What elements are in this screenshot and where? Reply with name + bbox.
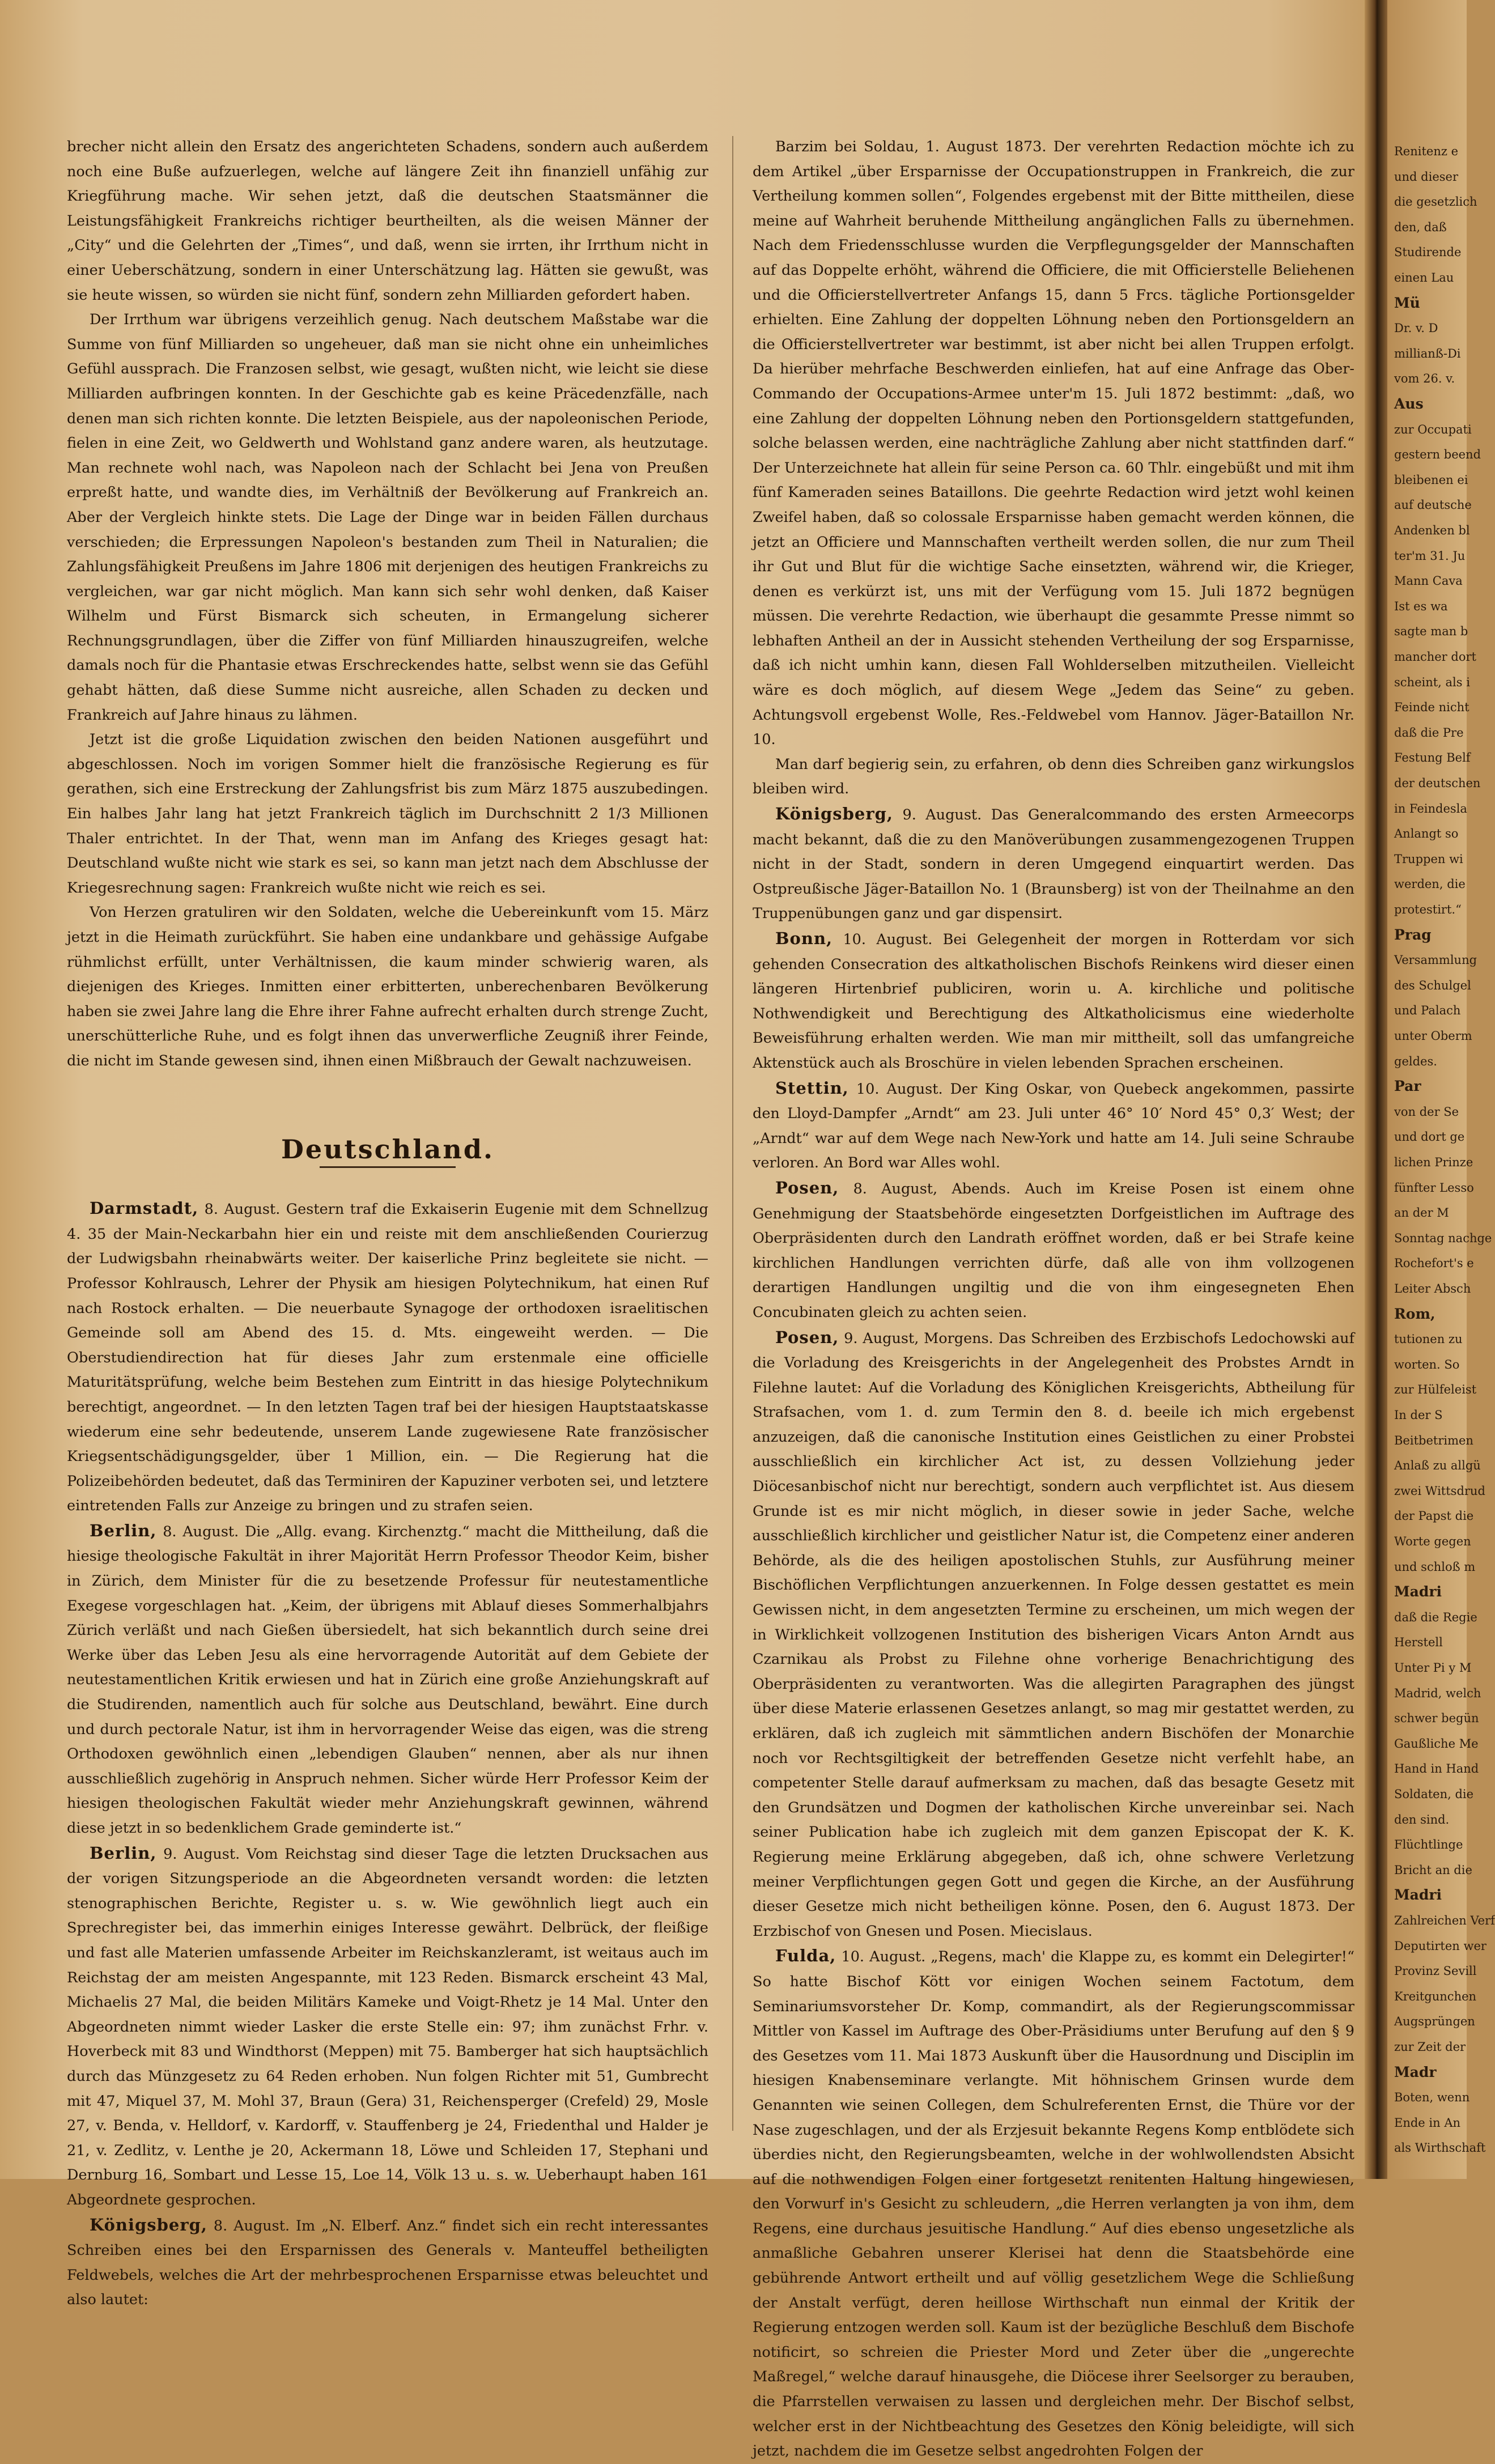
cropped-text-fragment: Madri xyxy=(1394,1887,1442,1904)
news-item-berlin xyxy=(67,1519,708,1841)
cropped-text-fragment: und dieser xyxy=(1394,169,1458,184)
dateline: Posen, xyxy=(775,1178,839,1197)
news-item-bonn xyxy=(753,927,1354,1076)
cropped-text-fragment: mancher dort xyxy=(1394,650,1476,664)
cropped-text-fragment: den sind. xyxy=(1394,1812,1450,1826)
cropped-text-fragment: Kreitgunchen xyxy=(1394,1989,1477,2003)
cropped-text-fragment: Festung Belf xyxy=(1394,751,1471,765)
cropped-text-fragment: Zahlreichen Verf xyxy=(1394,1914,1495,1927)
cropped-text-fragment: ter'm 31. Ju xyxy=(1394,549,1466,563)
cropped-text-fragment: Herstell xyxy=(1394,1635,1443,1650)
news-text: 9. August, Morgens. Das Schreiben des Erzbischofs Ledochowski auf die Vorladung des Kreisgerichts in der Angelegenheit des Probstes Arndt in Filehne lautet: Auf die Vorladung des Königlichen Kreisgerichts, Abtheilung für Strafsachen, vom 1. d. zum Termin den 8. d. beeile ich mich ergebenst anzuzeigen, daß die canonische Institution eines Geistlichen zu einer Probstei ausschließlich ein kirchlicher Act ist, zu dessen Vollziehung jeder Diöcesanbischof nicht nur berechtigt, sondern auch verpflichtet ist. Aus diesem Grunde ist es mir nicht möglich, in dieser sowie in jeder Sache, welche ausschließlich kirchlicher und geistlicher Natur ist, die Competenz einer anderen Behörde, als die des heiligen apostolischen Stuhls, zur Ausführung meiner Bischöflichen Verpflichtungen anzuerkennen. In Folge dessen gestattet es mein Gewissen nicht, in dem angesetzten Termine zu erscheinen, um mich wegen der in Wirklichkeit vollzogenen Institution des bisherigen Vicars Anton Arndt aus Czarnikau als Probst zu Filehne ohne vorherige Benachrichtigung des Oberpräsidenten zu verantworten. Was die allegirten Paragraphen des jüngst über diese Materie erlassenen Gesetzes anlangt, so mag mir gestattet werden, zu erklären, daß ich zugleich mit sämmtlichen andern Bischöfen der Monarchie noch vor Rechtsgiltigkeit der betreffenden Gesetze nicht verfehlt habe, an competenter Stelle darauf aufmerksam zu machen, daß das besagte Gesetz mit den Grundsätzen und Dogmen der katholischen Kirche unvereinbar sei. Nach seiner Publication habe ich zugleich mit dem ganzen Episcopat der K. K. Regierung meine Erklärung abgegeben, daß ich, ohne schwere Verletzung meiner Verpflichtungen gegen Gott und gegen die Kirche, an der Ausführung dieser Gesetze mich nicht betheiligen könne. Posen, den 6. August 1873. Der Erzbischof von Gnesen und Posen. Miecislaus. xyxy=(753,1329,1355,1940)
dateline: Fulda, xyxy=(775,1946,836,1966)
paragraph: brecher nicht allein den Ersatz des angerichteten Schadens, sondern auch außerdem noch eine Buße aufzuerlegen, welche auf längere Zeit ihn finanziell unfähig zur Kriegführung mache. Wir sehen jetzt, daß die deutschen Staatsmänner die Leistungsfähigkeit Frankreichs richtiger beurtheilten, als die weisen Männer der „City“ und die Gelehrten der „Times“, und daß, wenn sie irrten, ihr Irrthum nicht in einer Ueberschätzung, sondern in einer Unterschätzung lag. Hätten sie gewußt, was sie heute wissen, so würden sie nicht fünf, sondern zehn Milliarden gefordert haben. xyxy=(67,138,708,304)
news-item-posen xyxy=(753,1326,1354,1944)
dateline: Darmstadt, xyxy=(90,1199,199,1218)
dateline: Königsberg, xyxy=(775,804,893,824)
dateline: Berlin, xyxy=(90,1520,157,1540)
cropped-text-fragment: Aus xyxy=(1394,396,1424,412)
cropped-text-fragment: von der Se xyxy=(1394,1104,1459,1119)
cropped-text-fragment: Sonntag nachge xyxy=(1394,1231,1492,1245)
left-column xyxy=(67,135,708,2313)
cropped-text-fragment: daß die Regie xyxy=(1394,1610,1477,1624)
paragraph: Von Herzen gratuliren wir den Soldaten, welche die Uebereinkunft vom 15. März jetzt in die Heimath zurückführt. Sie haben eine undankbare und gehässige Aufgabe rühmlichst erfüllt, unter Verhältnissen, die kaum minder schwierig waren, als diejenigen des Krieges. Inmitten einer erbitterten, unberechenbaren Bevölkerung haben sie zwei Jahre lang die Ehre ihrer Fahne aufrecht erhalten durch strenge Zucht, unerschütterliche Ruhe, und es folgt ihnen das unverwerfliche Zeugniß ihrer Feinde, die nicht im Stande gewesen sind, ihnen einen Mißbrauch der Gewalt nachzuweisen. xyxy=(67,904,708,1069)
cropped-text-fragment: als Wirthschaft xyxy=(1394,2141,1486,2155)
cropped-text-fragment: Flüchtlinge xyxy=(1394,1838,1463,1852)
cropped-text-fragment: Provinz Sevill xyxy=(1394,1964,1477,1978)
cropped-text-fragment: Hand in Hand xyxy=(1394,1762,1479,1776)
news-text: 8. August, Abends. Auch im Kreise Posen ist einem ohne Genehmigung der Staatsbehörde eingesetzten Dorfgeistlichen im Auftrage des Oberpräsidenten durch den Landrath eröffnet worden, daß er bei Strafe keine kirchlichen Handlungen verrichten dürfe, daß alle von ihm vollzogenen derartigen Handlungen ungiltig und die von ihm eingesegneten Ehen Concubinaten gleich zu achten seien. xyxy=(753,1180,1354,1321)
cropped-text-fragment: und Palach xyxy=(1394,1004,1461,1018)
news-item-fulda xyxy=(753,1944,1354,2463)
cropped-text-fragment: Dr. v. D xyxy=(1394,321,1438,335)
cropped-text-fragment: Soldaten, die xyxy=(1394,1787,1474,1801)
cropped-text-fragment: geldes. xyxy=(1394,1054,1437,1068)
cropped-text-fragment: vom 26. v. xyxy=(1394,372,1455,386)
cropped-text-fragment: einen Lau xyxy=(1394,271,1454,284)
news-text: 8. August. Die „Allg. evang. Kirchenztg.“ macht die Mittheilung, daß die hiesige theologische Fakultät in ihrer Majorität Herrn Professor Theodor Keim, bisher in Zürich, dem Minister für die zu besetzende Professur für neutestamentliche Exegese vorgeschlagen hat. „Keim, der übrigens mit Ablauf dieses Sommerhalbjahrs Zürich verläßt und nach Gießen übersiedelt, hat sich bekanntlich durch seine drei Werke über das Leben Jesu als eine hervorragende Autorität auf dem Gebiete der neutestamentlichen Kritik erwiesen und hat in Zürich eine große Anziehungskraft auf die Studirenden, namentlich auch für solche aus Deutschland, bewährt. Eine durch und durch pectorale Natur, ist ihm in hervorragender Weise das eigen, was die streng Orthodoxen gewöhnlich einen „lebendigen Glauben“ nennen, aber als nur ihnen ausschließlich zugehörig in Anspruch nehmen. Sicher würde Herr Professor Keim der hiesigen theologischen Fakultät wieder mehr Anziehungskraft gewinnen, während diese jetzt in so bedenklichem Grade geminderte ist.“ xyxy=(67,1523,708,1837)
cropped-text-fragment: in Feindesla xyxy=(1394,801,1467,815)
dateline: Bonn, xyxy=(775,929,833,948)
cropped-text-fragment: zwei Wittsdrud xyxy=(1394,1484,1485,1498)
news-text: 8. August. Gestern traf die Exkaiserin Eugenie mit dem Schnellzug 4. 35 der Main-Neckarbahn hier ein und reiste mit dem anschließenden Courierzug der Ludwigsbahn rheinabwärts weiter. Der kaiserliche Prinz begleitete sie nicht. — Professor Kohlrausch, Lehrer der Physik am hiesigen Polytechnikum, hat einen Ruf nach Rostock erhalten. — Die neuerbaute Synagoge der orthodoxen israelitischen Gemeinde soll am Abend des 15. d. Mts. eingeweiht werden. — Die Oberstudiendirection hat für dieses Jahr zum erstenmale eine officielle Maturitätsprüfung, welche beim Bestehen zum Eintritt in das hiesige Polytechnikum berechtigt, angeordnet. — In den letzten Tagen traf bei der hiesigen Hauptstaatskasse wiederum eine sehr bedeutende, unserem Lande zugewiesene Rate französischer Kriegsentschädigungsgelder, über 1 Million, ein. — Die Regierung hat die Polizeibehörden bedeutet, daß das Terminiren der Kapuziner verboten sei, und letztere eintretenden Falls zur Anzeige zu bringen und zu strafen seien. xyxy=(67,1201,709,1515)
cropped-text-fragment: zur Zeit der xyxy=(1394,2040,1466,2054)
right-column xyxy=(753,135,1354,2464)
adjacent-page-edge xyxy=(1387,0,1495,2179)
cropped-text-fragment: Andenken bl xyxy=(1394,524,1470,537)
cropped-text-fragment: Ende in An xyxy=(1394,2115,1461,2130)
letter-text: Barzim bei Soldau, 1. August 1873. Der verehrten Redaction möchte ich zu dem Artikel „über Ersparnisse der Occupationstruppen in Frankreich, die zur Vertheilung kommen sollen“, Folgendes ergebenst mit der Bitte mittheilen, diese meine auf Wahrheit beruhende Mittheilung angänglichen Falls zu übernehmen. Nach dem Friedensschlusse wurden die Verpflegungsgelder der Mannschaften auf das Doppelte erhöht, während die Officiere, die mit Officierstelle Beliehenen und die Officierstellvertreter Anfangs 15, dann 5 Frcs. tägliche Portionsgelder erhielten. Eine Zahlung der doppelten Löhnung neben den Portionsgeldern an die Officierstellvertreter war bestimmt, ist aber nicht bei allen Truppen erfolgt. Da hierüber mehrfache Beschwerden einliefen, hat auf eine Anfrage das Ober-Commando der Occupations-Armee unter'm 15. Juli 1872 bestimmt: „daß, wo eine Zahlung der doppelten Löhnung neben den Portionsgeldern stattgefunden, solche belassen werden, eine nachträgliche Zahlung aber nicht stattfinden darf.“ Der Unterzeichnete hat allein für seine Person ca. 60 Thlr. eingebüßt und mit ihm fünf Kameraden seines Bataillons. Die geehrte Redaction wird jetzt wohl keinen Zweifel haben, daß so colossale Ersparnisse haben gemacht werden können, die jetzt an Officiere und Mannschaften vertheilt werden sollen, die nur zum Theil ihr Gut und Blut für die wichtige Sache einsetzten, während wir, die Krieger, denen es verkürzt ist, uns mit der Verfügung vom 15. Juli 1872 begnügen müssen. Die verehrte Redaction, wie überhaupt die gesammte Presse nimmt so lebhaften Antheil an der in Aussicht stehenden Vertheilung der sog Ersparnisse, daß ich nicht umhin kann, diesen Fall Wohlderselben mitzutheilen. Vielleicht wäre es doch möglich, auf diesem Wege „Jedem das Seine“ zu geben. Achtungsvoll ergebenst Wolle, Res.-Feldwebel vom Hannov. Jäger-Bataillon Nr. 10. xyxy=(753,138,1354,749)
cropped-text-fragment: Anlangt so xyxy=(1394,827,1459,841)
cropped-text-fragment: des Schulgel xyxy=(1394,978,1471,992)
section-divider xyxy=(320,1166,456,1168)
cropped-text-fragment: schwer begün xyxy=(1394,1711,1479,1726)
cropped-text-fragment: Renitenz e xyxy=(1394,145,1459,158)
cropped-text-fragment: Prag xyxy=(1394,926,1432,943)
cropped-text-fragment: der deutschen xyxy=(1394,776,1481,790)
cropped-text-fragment: Par xyxy=(1394,1078,1421,1095)
cropped-text-fragment: Bricht an die xyxy=(1394,1863,1472,1877)
news-item-stettin xyxy=(753,1076,1354,1176)
news-item-koenigsberg xyxy=(67,2213,708,2313)
dateline: Berlin, xyxy=(90,1843,157,1863)
cropped-text-fragment: In der S xyxy=(1394,1408,1443,1422)
news-text: 10. August. „Regens, mach' die Klappe zu, es kommt ein Delegirter!“ So hatte Bischof Kött vor einigen Wochen seinem Factotum, dem Seminariumsvorsteher Dr. Komp, commandirt, als der Regierungscommissar Mittler von Kassel im Auftrage des Ober-Präsidiums unter Berufung auf den § 9 des Gesetzes vom 11. Mai 1873 Auskunft über die Hausordnung und Disciplin im hiesigen Knabenseminare verlangte. Mit höhnischem Grinsen wurde dem Genannten wie seinen Collegen, dem Schulreferenten Ernst, die Thüre vor der Nase zugeschlagen, und der als Erzjesuit bekannte Regens Komp entblödete sich überdies nicht, den Regierungsbeamten, welche in der wohlwollendsten Absicht auf die nothwendigen Folgen einer fortgesetzt renitenten Haltung hingewiesen, den Vorwurf in's Gesicht zu schleudern, „die Herren verlangten ja von ihm, dem Regens, eine durchaus jesuitische Handlung.“ Auf dies ebenso ungesetzliche als anmaßliche Gebahren unserer Klerisei hat denn die Staatsbehörde eine gebührende Antwort ertheilt und auf völlig gesetzlichem Wege die Schließung der Anstalt verfügt, deren heillose Wirthschaft nun einmal der Kritik der Regierung entzogen werden soll. Kaum ist der bezügliche Beschluß dem Bischofe notificirt, so schreien die Priester Mord und Zeter über die „ungerechte Maßregel,“ welche darauf hinausgehe, die Diöcese ihrer Seelsorger zu berauben, die Pfarrstellen verwaisen zu lassen und dergleichen mehr. Der Bischof selbst, welcher erst in der Nichtbeachtung des Gesetzes den König beleidigte, will sich jetzt, nachdem die im Gesetze selbst angedrohten Folgen der xyxy=(753,1948,1355,2460)
cropped-text-fragment: tutionen zu xyxy=(1394,1332,1463,1346)
paragraph: Man darf begierig sein, zu erfahren, ob denn dies Schreiben ganz wirkungslos bleiben wird. xyxy=(753,755,1354,798)
cropped-text-fragment: Studirende xyxy=(1394,245,1462,260)
cropped-text-fragment: worten. So xyxy=(1394,1357,1460,1371)
paragraph: Jetzt ist die große Liquidation zwischen den beiden Nationen ausgeführt und abgeschlossen. Noch im vorigen Sommer hielt die französische Regierung es für gerathen, sich eine Erstreckung der Zahlungsfrist bis zum März 1875 auszubedingen. Ein halbes Jahr lang hat jetzt Frankreich täglich im Durchschnitt 2 1/3 Millionen Thaler entrichtet. In der That, wenn man im Anfang des Krieges gesagt hat: Deutschland wußte nicht wie stark es sei, so kann man jetzt nach dem Abschlusse der Kriegesrechnung sagen: Frankreich wußte nicht wie reich es sei. xyxy=(67,731,708,897)
cropped-text-fragment: Ist es wa xyxy=(1394,599,1448,613)
cropped-text-fragment: den, daß xyxy=(1394,220,1447,234)
news-text: 10. August. Der King Oskar, von Quebeck angekommen, passirte den Lloyd-Dampfer „Arndt“ am 23. Juli unter 46° 10′ Nord 45° 0,3′ West; der „Arndt“ war auf dem Wege nach New-York und hatte am 14. Juli seine Schraube verloren. An Bord war Alles wohl. xyxy=(753,1080,1355,1172)
binding-gutter xyxy=(1365,0,1387,2179)
cropped-text-fragment: die gesetzlich xyxy=(1394,195,1477,209)
section-title: Deutschland. xyxy=(281,1133,495,1165)
cropped-text-fragment: Rochefort's e xyxy=(1394,1256,1474,1271)
dateline: Stettin, xyxy=(775,1078,849,1098)
cropped-text-fragment: Madrid, welch xyxy=(1394,1686,1481,1700)
cropped-text-fragment: Leiter Absch xyxy=(1394,1282,1471,1295)
cropped-text-fragment: Feinde nicht xyxy=(1394,700,1469,715)
cropped-text-fragment: gestern beend xyxy=(1394,448,1481,462)
cropped-text-fragment: und dort ge xyxy=(1394,1130,1465,1144)
cropped-text-fragment: Madr xyxy=(1394,2063,1437,2080)
cropped-text-fragment: Augsprüngen xyxy=(1394,2015,1475,2029)
cropped-text-fragment: Gaußliche Me xyxy=(1394,1736,1479,1751)
news-text: 10. August. Bei Gelegenheit der morgen in Rotterdam vor sich gehenden Consecration des altkatholischen Bischofs Reinkens wird dieser einen längeren Hirtenbrief publiciren, worin u. A. kirchliche und politische Nothwendigkeit und Berechtigung des Altkatholicismus eine wiederholte Beweisführung erhalten werden. Wie man mir mittheilt, soll das umfangreiche Aktenstück auch als Broschüre in vielen lebenden Sprachen erscheinen. xyxy=(753,931,1354,1072)
cropped-text-fragment: Anlaß zu allgü xyxy=(1394,1459,1481,1473)
cropped-text-fragment: Worte gegen xyxy=(1394,1535,1471,1548)
cropped-text-fragment: Unter Pi y M xyxy=(1394,1661,1472,1675)
news-text: 9. August. Vom Reichstag sind dieser Tage die letzten Drucksachen aus der vorigen Sitzungsperiode an die Abgeordneten versandt worden: die letzten stenographischen Berichte, Register u. s. w. Wie gewöhnlich liegt auch ein Sprechregister bei, das immerhin einiges Interesse gewährt. Delbrück, der fleißige und fast alle Materien umfassende Arbeiter im Reichskanzleramt, ist weitaus auch im Reichstag der am meisten Angespannte, mit 123 Reden. Bismarck erscheint 43 Mal, Michaelis 27 Mal, die beiden Militärs Kameke und Voigt-Rhetz je 14 Mal. Unter den Abgeordneten nimmt wieder Lasker die erste Stelle ein: 97; ihm zunächst Frhr. v. Hoverbeck mit 83 und Windthorst (Meppen) mit 75. Bamberger hat sich hauptsächlich durch das Münzgesetz zu 64 Reden erhoben. Nun folgen Richter mit 51, Gumbrecht mit 47, Miquel 37, M. Mohl 37, Braun (Gera) 31, Reichensperger (Crefeld) 29, Mosle 27, v. Benda, v. Helldorf, v. Kardorff, v. Stauffenberg je 24, Friedenthal und Halder je 21, v. Zedlitz, v. Lenthe je 20, Ackermann 18, Löwe und Schleiden 17, Stephani und Dernburg 16, Sombart und Lesse 15, Loe 14, Völk 13 u. s. w. Ueberhaupt haben 161 Abgeordnete gesprochen. xyxy=(67,1845,708,2208)
cropped-text-fragment: Versammlung xyxy=(1394,953,1477,967)
cropped-text-fragment: Truppen wi xyxy=(1394,852,1463,866)
cropped-text-fragment: fünfter Lesso xyxy=(1394,1180,1474,1195)
cropped-text-fragment: bleibenen ei xyxy=(1394,473,1468,487)
dateline: Königsberg, xyxy=(90,2215,207,2234)
news-item-koenigsberg xyxy=(753,802,1354,927)
cropped-text-fragment: Mü xyxy=(1394,294,1420,311)
cropped-text-fragment: werden, die xyxy=(1394,877,1466,891)
news-text: 8. August. Im „N. Elberf. Anz.“ findet sich ein recht interessantes Schreiben eines bei den Ersparnissen des Generals v. Manteuffel betheiligten Feldwebels, welches die Art der mehrbesprochenen Ersparnisse etwas beleuchtet und also lautet: xyxy=(67,2217,708,2309)
cropped-text-fragment: Mann Cava xyxy=(1394,574,1463,588)
cropped-text-fragment: Beitbetrimen xyxy=(1394,1433,1473,1447)
news-item-berlin xyxy=(67,1841,708,2213)
cropped-text-fragment: der Papst die xyxy=(1394,1509,1474,1523)
cropped-text-fragment: Rom, xyxy=(1394,1305,1435,1322)
news-item-posen xyxy=(753,1176,1354,1326)
cropped-text-fragment: scheint, als i xyxy=(1394,675,1470,689)
cropped-text-fragment: auf deutsche xyxy=(1394,498,1472,512)
cropped-text-fragment: unter Oberm xyxy=(1394,1029,1472,1043)
cropped-text-fragment: zur Hülfeleist xyxy=(1394,1383,1477,1397)
cropped-text-fragment: Madri xyxy=(1394,1583,1442,1600)
cropped-text-fragment: zur Occupati xyxy=(1394,422,1472,436)
cropped-text-fragment: millianß-Di xyxy=(1394,346,1461,360)
cropped-text-fragment: lichen Prinze xyxy=(1394,1155,1473,1169)
cropped-text-fragment: und schloß m xyxy=(1394,1560,1476,1574)
cropped-text-fragment: daß die Pre xyxy=(1394,725,1464,740)
column-rule xyxy=(732,136,733,2131)
paragraph: Der Irrthum war übrigens verzeihlich genug. Nach deutschem Maßstabe war die Summe von fünf Milliarden so ungeheuer, daß man sie nicht ohne ein unheimliches Gefühl aussprach. Die Franzosen selbst, wie gesagt, wußten nicht, wie leicht sie diese Milliarden aufbringen konnten. In der Geschichte gab es keine Präcedenzfälle, nach denen man sich richten konnte. Die letzten Beispiele, aus der napoleonischen Periode, fielen in eine Zeit, wo Geldwerth und Wohlstand ganz andere waren, als heutzutage. Man rechnete wohl nach, was Napoleon nach der Schlacht bei Jena von Preußen erpreßt hatte, und wandte dies, im Verhältniß der Bevölkerung auf Frankreich an. Aber der Vergleich hinkte stets. Die Lage der Dinge war in beiden Fällen durchaus verschieden; die Erpressungen Napoleon's bestanden zum Theil in Naturalien; die Zahlungsfähigkeit Preußens im Jahre 1806 mit derjenigen des heutigen Frankreichs zu vergleichen, war gar nicht möglich. Man kann sich sehr wohl denken, daß Kaiser Wilhelm und Fürst Bismarck sich scheuten, in Ermangelung sicherer Rechnungsgrundlagen, über die Ziffer von fünf Milliarden hinauszugreifen, welche damals noch für die Phantasie etwas Erschreckendes hatte, selbst wenn sie das Gefühl gehabt hätten, daß diese Summe nicht ausreiche, allen Schaden zu decken und Frankreich auf Jahre hinaus zu lähmen. xyxy=(67,311,708,724)
dateline: Posen, xyxy=(775,1327,839,1347)
cropped-text-fragment: sagte man b xyxy=(1394,625,1468,639)
cropped-text-fragment: protestirt.“ xyxy=(1394,903,1462,916)
cropped-text-fragment: Deputirten wer xyxy=(1394,1939,1486,1953)
news-item-darmstadt xyxy=(67,1196,708,1519)
cropped-text-fragment: an der M xyxy=(1394,1206,1449,1220)
cropped-text-fragment: Boten, wenn xyxy=(1394,2091,1470,2105)
news-text: 9. August. Das Generalcommando des ersten Armeecorps macht bekannt, daß die zu den Manöverübungen zusammengezogenen Truppen nicht in der Stadt, sondern in deren Umgegend einquartirt werden. Das Ostpreußische Jäger-Bataillon No. 1 (Braunsberg) ist von der Theilnahme an den Truppenübungen ganz und gar dispensirt. xyxy=(753,806,1354,923)
